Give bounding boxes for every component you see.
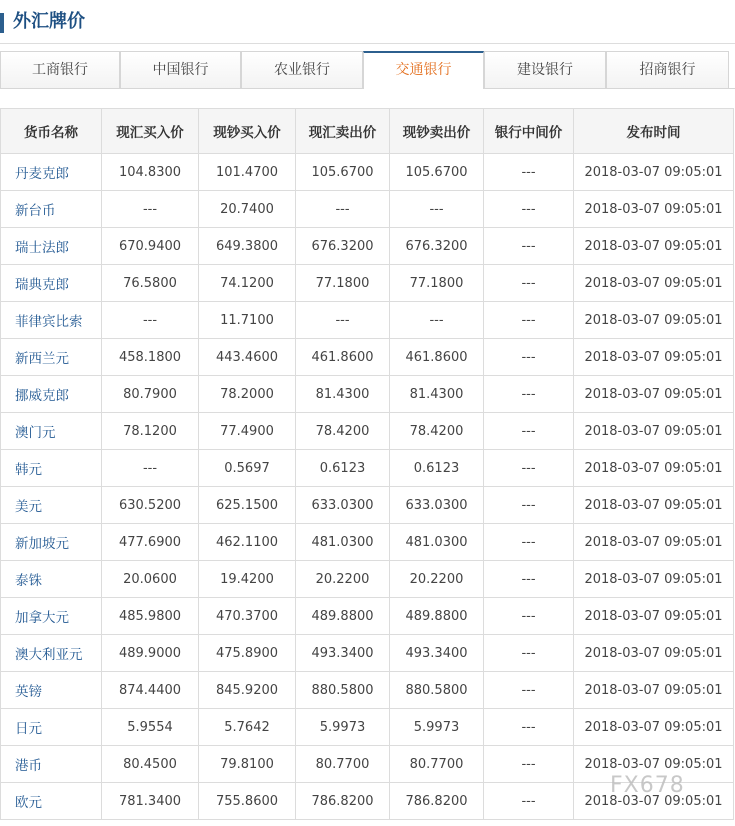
table-cell: 78.4200 (390, 413, 484, 450)
table-cell: 2018-03-07 09:05:01 (574, 746, 734, 783)
currency-name-link[interactable]: 菲律宾比索 (1, 302, 102, 339)
table-cell: 670.9400 (102, 228, 199, 265)
table-row (1, 302, 734, 339)
table-cell: --- (484, 302, 574, 339)
table-cell: 20.7400 (199, 191, 296, 228)
column-header: 现汇卖出价 (296, 109, 390, 154)
table-cell: 781.3400 (102, 783, 199, 820)
table-cell: 625.1500 (199, 487, 296, 524)
table-cell: 5.9973 (390, 709, 484, 746)
table-row (1, 709, 734, 746)
tab-3[interactable]: 交通银行 (363, 51, 484, 89)
column-header: 发布时间 (574, 109, 734, 154)
tab-5[interactable]: 招商银行 (606, 51, 729, 88)
table-cell: 104.8300 (102, 154, 199, 191)
currency-name-link[interactable]: 日元 (1, 709, 102, 746)
table-row (1, 672, 734, 709)
table-cell: 2018-03-07 09:05:01 (574, 598, 734, 635)
table-cell: 2018-03-07 09:05:01 (574, 339, 734, 376)
table-cell: 105.6700 (296, 154, 390, 191)
table-row (1, 450, 734, 487)
table-cell: 20.0600 (102, 561, 199, 598)
tab-0[interactable]: 工商银行 (0, 51, 120, 88)
table-cell: 493.3400 (296, 635, 390, 672)
table-cell: 78.1200 (102, 413, 199, 450)
table-cell: 20.2200 (296, 561, 390, 598)
table-cell: 2018-03-07 09:05:01 (574, 672, 734, 709)
table-cell: --- (484, 524, 574, 561)
table-cell: 2018-03-07 09:05:01 (574, 191, 734, 228)
table-row (1, 635, 734, 672)
tab-2[interactable]: 农业银行 (241, 51, 363, 88)
table-cell: --- (484, 672, 574, 709)
bank-tabs (0, 51, 735, 89)
table-cell: 0.5697 (199, 450, 296, 487)
currency-name-link[interactable]: 美元 (1, 487, 102, 524)
table-cell: 481.0300 (296, 524, 390, 561)
table-cell: 676.3200 (296, 228, 390, 265)
table-cell: 20.2200 (390, 561, 484, 598)
currency-name-link[interactable]: 英镑 (1, 672, 102, 709)
table-cell: 489.8800 (390, 598, 484, 635)
table-cell: 462.1100 (199, 524, 296, 561)
table-body (1, 154, 734, 820)
table-cell: 2018-03-07 09:05:01 (574, 265, 734, 302)
table-cell: --- (390, 302, 484, 339)
table-row (1, 376, 734, 413)
table-cell: 649.3800 (199, 228, 296, 265)
table-cell: 2018-03-07 09:05:01 (574, 487, 734, 524)
table-cell: 470.3700 (199, 598, 296, 635)
table-cell: 77.1800 (390, 265, 484, 302)
table-cell: --- (484, 339, 574, 376)
table-cell: 489.9000 (102, 635, 199, 672)
table-cell: 80.7700 (390, 746, 484, 783)
page-title: 外汇牌价 (13, 11, 85, 32)
table-cell: 2018-03-07 09:05:01 (574, 376, 734, 413)
table-row (1, 191, 734, 228)
table-cell: 2018-03-07 09:05:01 (574, 709, 734, 746)
table-cell: --- (484, 450, 574, 487)
column-header: 现汇买入价 (102, 109, 199, 154)
rates-table (0, 108, 734, 820)
table-row (1, 413, 734, 450)
table-cell: 880.5800 (390, 672, 484, 709)
table-cell: 77.4900 (199, 413, 296, 450)
table-cell: 101.4700 (199, 154, 296, 191)
table-cell: --- (102, 302, 199, 339)
table-cell: --- (296, 302, 390, 339)
table-cell: 2018-03-07 09:05:01 (574, 783, 734, 820)
currency-name-link[interactable]: 港币 (1, 746, 102, 783)
table-cell: 11.7100 (199, 302, 296, 339)
table-cell: 461.8600 (296, 339, 390, 376)
table-row (1, 339, 734, 376)
table-cell: 630.5200 (102, 487, 199, 524)
table-cell: 80.4500 (102, 746, 199, 783)
currency-name-link[interactable]: 新加坡元 (1, 524, 102, 561)
table-cell: 19.4200 (199, 561, 296, 598)
column-header: 银行中间价 (484, 109, 574, 154)
table-cell: 105.6700 (390, 154, 484, 191)
table-cell: 78.4200 (296, 413, 390, 450)
table-cell: 77.1800 (296, 265, 390, 302)
table-row (1, 598, 734, 635)
table-cell: 2018-03-07 09:05:01 (574, 635, 734, 672)
table-cell: 76.5800 (102, 265, 199, 302)
tab-1[interactable]: 中国银行 (120, 51, 241, 88)
table-cell: 485.9800 (102, 598, 199, 635)
table-cell: --- (484, 709, 574, 746)
table-cell: 845.9200 (199, 672, 296, 709)
table-cell: --- (484, 746, 574, 783)
currency-name-link[interactable]: 泰铢 (1, 561, 102, 598)
currency-name-link[interactable]: 瑞士法郎 (1, 228, 102, 265)
table-cell: 2018-03-07 09:05:01 (574, 228, 734, 265)
table-cell: 78.2000 (199, 376, 296, 413)
table-cell: 489.8800 (296, 598, 390, 635)
header-divider (0, 43, 735, 44)
rates-table-container (0, 108, 733, 820)
currency-name-link[interactable]: 新台币 (1, 191, 102, 228)
table-header-row (1, 109, 734, 154)
table-cell: 74.1200 (199, 265, 296, 302)
currency-name-link[interactable]: 挪威克郎 (1, 376, 102, 413)
table-cell: 80.7700 (296, 746, 390, 783)
table-cell: 493.3400 (390, 635, 484, 672)
table-cell: --- (102, 450, 199, 487)
table-cell: 874.4400 (102, 672, 199, 709)
tab-4[interactable]: 建设银行 (484, 51, 606, 88)
currency-name-link[interactable]: 加拿大元 (1, 598, 102, 635)
table-cell: 5.9973 (296, 709, 390, 746)
table-cell: 2018-03-07 09:05:01 (574, 524, 734, 561)
table-row (1, 265, 734, 302)
table-cell: --- (484, 228, 574, 265)
table-cell: --- (484, 154, 574, 191)
table-cell: --- (102, 191, 199, 228)
table-cell: 0.6123 (296, 450, 390, 487)
table-cell: 81.4300 (296, 376, 390, 413)
table-cell: 475.8900 (199, 635, 296, 672)
table-cell: 2018-03-07 09:05:01 (574, 561, 734, 598)
currency-name-link[interactable]: 澳大利亚元 (1, 635, 102, 672)
table-cell: --- (484, 191, 574, 228)
table-cell: 2018-03-07 09:05:01 (574, 302, 734, 339)
table-cell: 633.0300 (390, 487, 484, 524)
table-cell: 477.6900 (102, 524, 199, 561)
table-cell: 0.6123 (390, 450, 484, 487)
table-cell: --- (484, 376, 574, 413)
table-cell: 786.8200 (390, 783, 484, 820)
table-cell: 461.8600 (390, 339, 484, 376)
currency-name-link[interactable]: 丹麦克郎 (1, 154, 102, 191)
page-header (0, 0, 735, 44)
column-header: 货币名称 (1, 109, 102, 154)
table-cell: 676.3200 (390, 228, 484, 265)
currency-name-link[interactable]: 新西兰元 (1, 339, 102, 376)
currency-name-link[interactable]: 韩元 (1, 450, 102, 487)
table-cell: 5.9554 (102, 709, 199, 746)
currency-name-link[interactable]: 欧元 (1, 783, 102, 820)
table-cell: --- (390, 191, 484, 228)
currency-name-link[interactable]: 澳门元 (1, 413, 102, 450)
table-cell: 80.7900 (102, 376, 199, 413)
table-cell: 458.1800 (102, 339, 199, 376)
table-cell: 633.0300 (296, 487, 390, 524)
table-cell: 2018-03-07 09:05:01 (574, 450, 734, 487)
table-row (1, 228, 734, 265)
table-cell: 79.8100 (199, 746, 296, 783)
table-row (1, 561, 734, 598)
table-cell: --- (484, 561, 574, 598)
table-cell: 443.4600 (199, 339, 296, 376)
title-accent-bar (0, 13, 4, 33)
table-cell: --- (484, 635, 574, 672)
table-cell: 2018-03-07 09:05:01 (574, 154, 734, 191)
watermark: FX678 (610, 773, 685, 798)
table-cell: 880.5800 (296, 672, 390, 709)
currency-name-link[interactable]: 瑞典克郎 (1, 265, 102, 302)
table-cell: --- (484, 598, 574, 635)
table-cell: --- (484, 783, 574, 820)
table-row (1, 154, 734, 191)
table-row (1, 524, 734, 561)
table-cell: 81.4300 (390, 376, 484, 413)
column-header: 现钞卖出价 (390, 109, 484, 154)
column-header: 现钞买入价 (199, 109, 296, 154)
table-cell: 481.0300 (390, 524, 484, 561)
table-cell: 786.8200 (296, 783, 390, 820)
table-cell: --- (484, 487, 574, 524)
table-row (1, 487, 734, 524)
table-cell: 5.7642 (199, 709, 296, 746)
table-cell: --- (484, 413, 574, 450)
table-cell: --- (484, 265, 574, 302)
table-cell: 755.8600 (199, 783, 296, 820)
table-cell: 2018-03-07 09:05:01 (574, 413, 734, 450)
table-cell: --- (296, 191, 390, 228)
